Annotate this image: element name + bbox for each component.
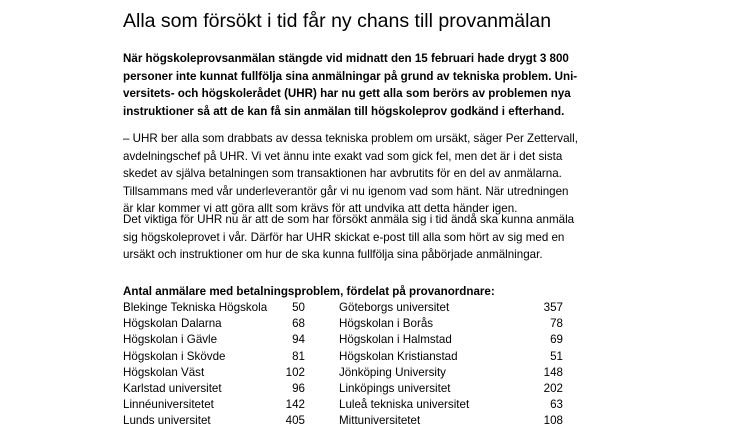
right-institution-count: 51 xyxy=(550,349,563,363)
left-institution-name: Högskolan Väst xyxy=(123,365,205,379)
right-institution-count: 148 xyxy=(543,365,563,379)
table-row xyxy=(123,381,563,397)
applicant-table xyxy=(123,300,563,430)
left-institution-count: 96 xyxy=(292,381,305,395)
body-paragraph xyxy=(123,211,733,264)
right-institution-name: Högskolan Kristianstad xyxy=(339,349,458,363)
right-institution-name: Mittuniversitetet xyxy=(339,414,421,428)
body-line: Det viktiga för UHR nu är att de som har försökt anmäla sig i tid ändå ska kunna anmäla xyxy=(123,213,575,226)
left-institution-count: 68 xyxy=(292,317,305,331)
table-row xyxy=(123,332,563,348)
left-institution-count: 81 xyxy=(292,349,305,363)
lead-line: instruktioner så att de kan få sin anmälan till högskoleprov godkänd i efterhand. xyxy=(123,104,565,118)
table-row xyxy=(123,397,563,413)
left-institution-name: Högskolan i Gävle xyxy=(123,333,218,347)
right-institution-name: Högskolan i Borås xyxy=(339,317,434,331)
right-institution-name: Högskolan i Halmstad xyxy=(339,333,452,347)
body-line: Tillsammans med vår underleverantör går vi nu igenom vad som hänt. När utredningen xyxy=(123,184,569,198)
article-title: Alla som försökt i tid får ny chans till provanmälan xyxy=(123,10,552,32)
body-line: skedet av själva betalningen som transaktionen har avbrutits för en del av anmälarna. xyxy=(123,167,562,181)
body-line: ursäkt och instruktioner om hur de ska kunna fullfölja sina påbörjade anmälningar. xyxy=(123,248,543,262)
right-institution-count: 69 xyxy=(550,333,563,347)
lead-line: När högskoleprovsanmälan stängde vid midnatt den 15 februari hade drygt 3 800 xyxy=(123,52,569,65)
right-institution-count: 357 xyxy=(543,301,563,314)
left-institution-count: 405 xyxy=(285,414,305,428)
body-line: – UHR ber alla som drabbats av dessa tekniska problem om ursäkt, säger Per Zettervall, xyxy=(123,132,578,145)
right-institution-name: Luleå tekniska universitet xyxy=(339,398,470,412)
body-line: sig högskoleprovet i vår. Därför har UHR skickat e-post till alla som hört av sig med en xyxy=(123,230,565,244)
table-heading: Antal anmälare med betalningsproblem, fördelat på provanordnare: xyxy=(123,285,495,298)
left-institution-count: 94 xyxy=(292,333,305,347)
table-row xyxy=(123,413,563,429)
left-institution-name: Lunds universitet xyxy=(123,414,211,428)
left-institution-name: Karlstad universitet xyxy=(123,381,222,395)
left-institution-name: Blekinge Tekniska Högskola xyxy=(123,301,268,314)
table-row xyxy=(123,316,563,332)
lead-line: personer inte kunnat fullfölja sina anmälningar på grund av tekniska problem. Uni- xyxy=(123,69,578,83)
table-row xyxy=(123,365,563,381)
right-institution-count: 78 xyxy=(550,317,563,331)
left-institution-name: Högskolan Dalarna xyxy=(123,317,222,331)
left-institution-name: Högskolan i Skövde xyxy=(123,349,226,363)
right-institution-count: 108 xyxy=(543,414,563,428)
left-institution-count: 50 xyxy=(292,301,305,314)
body-line: är klar kommer vi att göra allt som krävs för att undvika att detta händer igen. xyxy=(123,202,518,216)
right-institution-count: 63 xyxy=(550,398,563,412)
table-row xyxy=(123,300,563,316)
lead-paragraph xyxy=(123,50,733,120)
lead-line: versitets- och högskolerådet (UHR) har nu gett alla som berörs av problemen nya xyxy=(123,87,571,101)
table-row xyxy=(123,349,563,365)
right-institution-name: Jönköping University xyxy=(339,365,446,379)
body-line: avdelningschef på UHR. Vi vet ännu inte exakt vad som gick fel, men det är i det sista xyxy=(123,149,563,163)
right-institution-count: 202 xyxy=(543,381,563,395)
left-institution-name: Linnéuniversitetet xyxy=(123,398,214,412)
right-institution-name: Göteborgs universitet xyxy=(339,301,450,314)
quote-paragraph xyxy=(123,130,733,218)
left-institution-count: 142 xyxy=(285,398,305,412)
left-institution-count: 102 xyxy=(285,365,305,379)
right-institution-name: Linköpings universitet xyxy=(339,381,451,395)
